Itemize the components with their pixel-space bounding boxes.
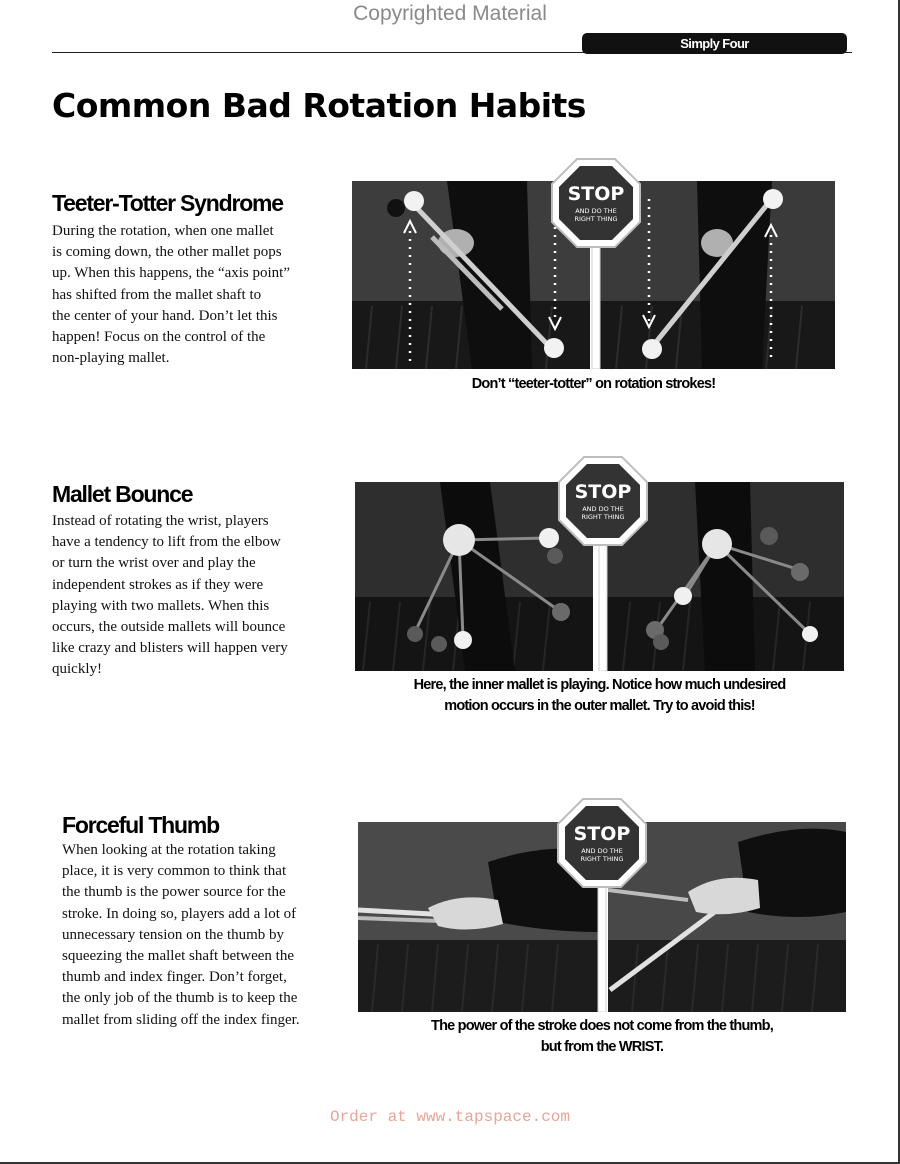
page-title: Common Bad Rotation Habits <box>52 86 586 125</box>
stop-sign-line2: RIGHT THING <box>581 513 625 521</box>
stop-sign-icon <box>557 455 649 671</box>
stop-sign-word: STOP <box>574 481 632 503</box>
section-title-mallet-bounce: Mallet Bounce <box>52 481 193 507</box>
caption-forceful-thumb: The power of the stroke does not come from the thumb, but from the WRIST. <box>431 1018 773 1055</box>
copyright-watermark: Copyrighted Material <box>353 2 547 25</box>
stop-sign-line1: AND DO THE <box>582 505 624 513</box>
section-title-forceful-thumb: Forceful Thumb <box>62 812 219 838</box>
caption-teeter-totter: Don’t “teeter-totter” on rotation strokes! <box>471 376 716 392</box>
order-link[interactable]: Order at www.tapspace.com <box>329 1108 571 1126</box>
section-body-forceful-thumb: When looking at the rotation taking place, it is very common to think that the thumb is the power source for the stroke. In doing so, players add a lot of unnecessary tension on the thumb by squeezing the mallet shaft between the thumb and index finger. Don’t forget, the only job of the thumb is to keep the mallet from sliding off the index finger. <box>62 842 300 1028</box>
stop-sign-line1: AND DO THE <box>581 847 623 855</box>
stop-sign-line2: RIGHT THING <box>580 855 624 863</box>
stop-sign-word: STOP <box>573 823 631 845</box>
section-body-mallet-bounce: Instead of rotating the wrist, players have a tendency to lift from the elbow or turn the wrist over and play the independent strokes as if they were playing with two mallets. When this occurs, the outside mallets will bounce like crazy and blisters will happen very quickly! <box>52 513 288 678</box>
caption-mallet-bounce: Here, the inner mallet is playing. Notice how much undesired motion occurs in the outer mallet. Try to avoid this! <box>413 677 786 714</box>
stop-sign-line2: RIGHT THING <box>574 215 618 223</box>
stop-sign-icon <box>556 797 648 1012</box>
section-body-teeter-totter: During the rotation, when one mallet is coming down, the other mallet pops up. When this happens, the “axis point” has shifted from the mallet shaft to the center of your hand. Don’t let this happen! Focus on the control of the non-playing mallet. <box>52 223 291 367</box>
chapter-tab: Simply Four <box>582 33 847 54</box>
section-title-teeter-totter: Teeter-Totter Syndrome <box>52 190 283 216</box>
stop-sign-word: STOP <box>567 183 625 205</box>
stop-sign-line1: AND DO THE <box>575 207 617 215</box>
stop-sign-icon <box>550 157 642 369</box>
